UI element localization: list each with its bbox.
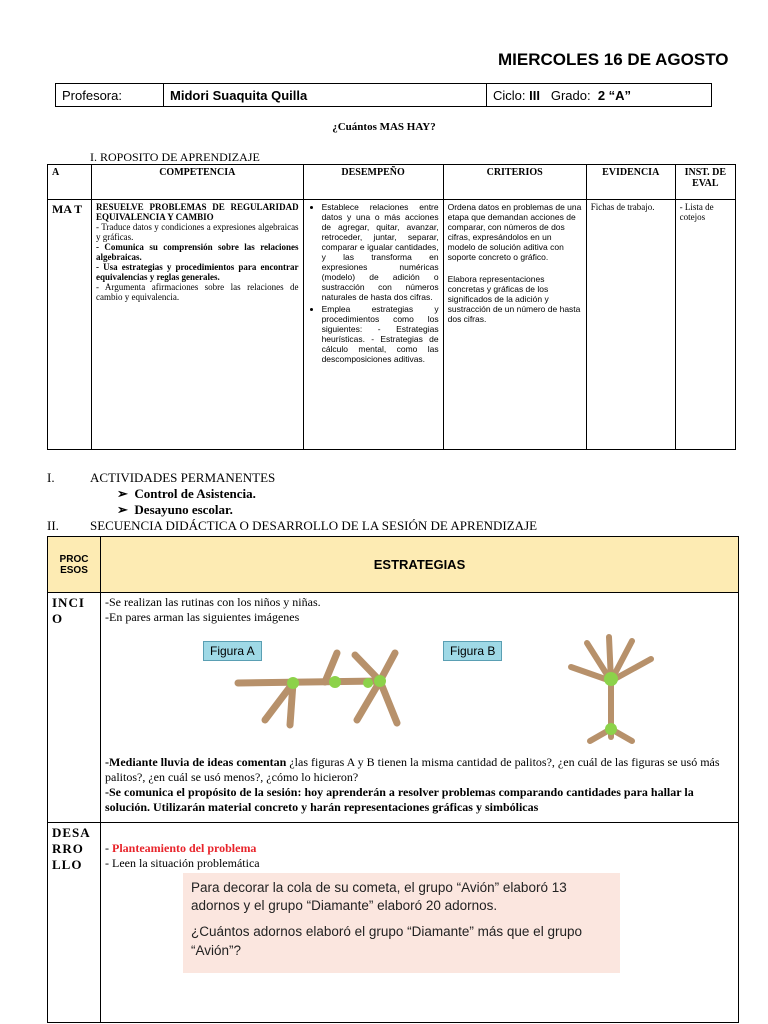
inicio-line: -En pares arman las siguientes imágenes [105, 610, 300, 624]
planteamiento-heading: Planteamiento del problema [112, 841, 257, 855]
ciclo-value: III [529, 87, 540, 103]
ciclo-label: Ciclo: [493, 87, 526, 103]
desarrollo-label: DESA RRO LLO [48, 823, 101, 1023]
area-cell: MA T [48, 200, 92, 450]
criterio-item: Ordena datos en problemas de una etapa que demandan acciones de comparar, con números de dos cifras, expresándolos en un modelo de solución aditiva con soporte concreto o gráfico. [447, 202, 582, 262]
arrow-icon: ➢ [117, 502, 128, 517]
inicio-label: INCI O [48, 593, 101, 823]
leen-line: - Leen la situación problemática [105, 856, 260, 870]
secuencia-numeral: II. [47, 518, 59, 533]
competencia-item: - Comunica su comprensión sobre las relaciones algebraicas. [95, 242, 299, 262]
col-procesos: PROC ESOS [48, 537, 101, 593]
col-area: A [48, 165, 92, 200]
proposito-heading: I. ROPOSITO DE APRENDIZAJE [90, 150, 260, 164]
problem-question: ¿Cuántos adornos elaboró el grupo “Diamante” más que el grupo “Avión”? [191, 924, 582, 958]
actividades-section [47, 470, 538, 534]
header-table [55, 83, 712, 107]
grado-value: 2 “A” [597, 87, 632, 103]
actividades-numeral: I. [47, 470, 55, 485]
inicio-line: -Se realizan las rutinas con los niños y niñas. [105, 595, 321, 609]
secuencia-heading: SECUENCIA DIDÁCTICA O DESARROLLO DE LA SESIÓN DE APRENDIZAJE [90, 518, 538, 533]
competencia-title: RESUELVE PROBLEMAS DE REGULARIDAD EQUIVALENCIA Y CAMBIO [95, 202, 299, 222]
criterio-item: Elabora representaciones concretas y gráficas de los significados de la adición y sustracción de un número de hasta dos cifras. [447, 274, 581, 324]
session-date: MIERCOLES 16 DE AGOSTO [498, 50, 729, 69]
desarrollo-cell: - Planteamiento del problema - Leen la situación problemática [101, 823, 739, 1023]
desempeno-item: • Emplea estrategias y procedimientos como los siguientes: - Estrategias heurísticas. - Estrategias de cálculo mental, como las descomposiciones aditivas. [322, 304, 439, 364]
col-estrategias: ESTRATEGIAS [101, 537, 739, 593]
figures-illustration [105, 625, 745, 747]
session-title: ¿Cuántos MAS HAY? [332, 121, 436, 133]
problem-box [183, 873, 620, 973]
instrumento-cell: - Lista de cotejos [675, 200, 735, 450]
figures-area [105, 625, 734, 747]
actividad-item: ➢ Control de Asistencia. [117, 486, 256, 501]
lluvia-paragraph: -Mediante lluvia de ideas comentan ¿las figuras A y B tienen la misma cantidad de palitos?, ¿en cuál de las figuras se usó más palitos?, ¿en cuál se usó menos?, ¿cómo lo hicieron? [105, 755, 720, 784]
criterios-cell [443, 200, 586, 450]
ciclo-grado-cell [487, 84, 712, 107]
arrow-icon: ➢ [117, 486, 128, 501]
profesora-name: Midori Suaquita Quilla [164, 84, 487, 107]
col-criterios: CRITERIOS [443, 165, 586, 200]
figura-a-drawing [238, 653, 397, 725]
figura-a-label: Figura A [203, 641, 262, 661]
competencia-item: - Traduce datos y condiciones a expresiones algebraicas y gráficas. [95, 222, 299, 242]
problem-statement: Para decorar la cola de su cometa, el grupo “Avión” elaboró 13 adornos y el grupo “Diamante” elaboró 20 adornos. [191, 880, 567, 914]
profesora-label: Profesora: [56, 84, 164, 107]
competencia-item: - Usa estrategias y procedimientos para encontrar equivalencias y reglas generales. [95, 262, 299, 282]
evidencia-cell: Fichas de trabajo. [586, 200, 675, 450]
grado-label: Grado: [550, 87, 591, 103]
col-instrumento: INST. DE EVAL [675, 165, 735, 200]
figura-b-label: Figura B [443, 641, 502, 661]
proposito-paragraph: -Se comunica el propósito de la sesión: hoy aprenderán a resolver problemas comparando cantidades para hallar la solución. Utilizarán material concreto y harán representaciones gráficas y simbólicas [105, 785, 694, 814]
inicio-cell [101, 593, 739, 823]
actividades-heading: ACTIVIDADES PERMANENTES [90, 470, 276, 485]
desempeno-cell [303, 200, 443, 450]
col-evidencia: EVIDENCIA [586, 165, 675, 200]
actividad-item: ➢ Desayuno escolar. [117, 502, 233, 517]
col-desempeno: DESEMPEÑO [303, 165, 443, 200]
competencia-item: - Argumenta afirmaciones sobre las relaciones de cambio y equivalencia. [95, 282, 299, 302]
col-competencia: COMPETENCIA [91, 165, 303, 200]
competencias-table [47, 164, 736, 450]
desempeno-item: • Establece relaciones entre datos y una o más acciones de agregar, quitar, avanzar, retroceder, juntar, separar, comparar e igualar cantidades, y las transforma en expresiones numéricas (modelo) de adición o sustracción con números naturales de hasta dos cifras. [322, 202, 439, 302]
competencia-cell [91, 200, 303, 450]
